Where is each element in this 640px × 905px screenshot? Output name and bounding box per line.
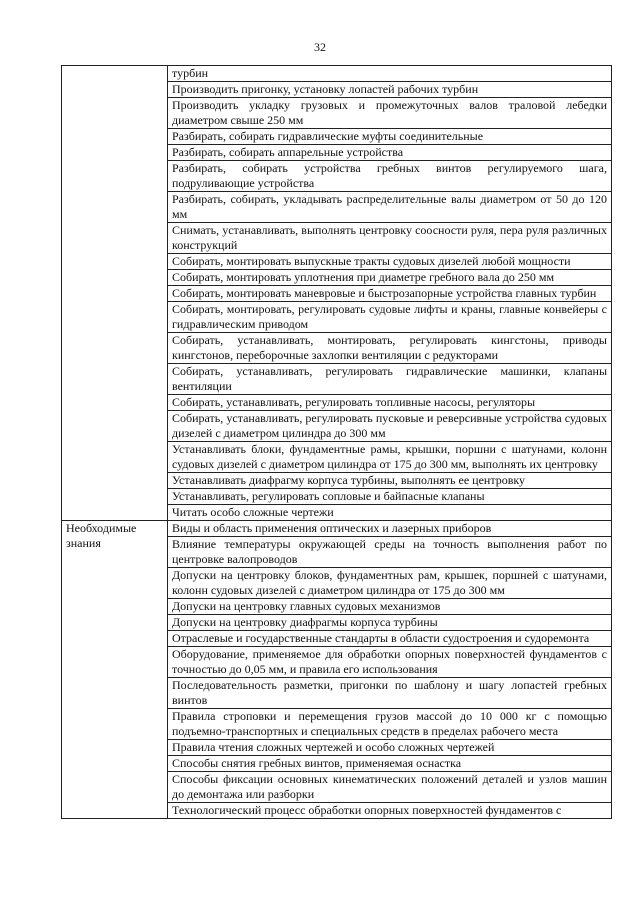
requirement-item: Собирать, устанавливать, регулировать топливные насосы, регуляторы	[168, 395, 612, 411]
requirement-item: Влияние температуры окружающей среды на точность выполнения работ по центровке валопроводов	[168, 537, 612, 568]
requirement-item: Собирать, устанавливать, регулировать гидравлические машинки, клапаны вентиляции	[168, 364, 612, 395]
requirement-item: Виды и область применения оптических и лазерных приборов	[168, 521, 612, 537]
requirement-item: Читать особо сложные чертежи	[168, 505, 612, 521]
requirement-item: Разбирать, собирать, укладывать распределительные валы диаметром от 50 до 120 мм	[168, 192, 612, 223]
requirement-item: Собирать, устанавливать, регулировать пусковые и реверсивные устройства судовых дизелей с диаметром цилиндра до 300 мм	[168, 411, 612, 442]
requirement-item: Допуски на центровку блоков, фундаментных рам, крышек, поршней с шатунами, колонн судовых дизелей с диаметром цилиндра от 175 до 300 мм	[168, 568, 612, 599]
requirement-item: Оборудование, применяемое для обработки опорных поверхностей фундаментов с точностью до 0,05 мм, и правила его использования	[168, 647, 612, 678]
section-label: Необходимые знания	[62, 521, 168, 819]
requirement-item: Способы снятия гребных винтов, применяемая оснастка	[168, 756, 612, 772]
requirement-item: Устанавливать диафрагму корпуса турбины, выполнять ее центровку	[168, 473, 612, 489]
requirement-item: Допуски на центровку диафрагмы корпуса турбины	[168, 615, 612, 631]
table-row	[62, 521, 612, 537]
requirement-item: Правила чтения сложных чертежей и особо сложных чертежей	[168, 740, 612, 756]
requirement-item: Снимать, устанавливать, выполнять центровку соосности руля, пера руля различных конструкций	[168, 223, 612, 254]
requirements-table-body	[62, 66, 612, 819]
requirement-item: Способы фиксации основных кинематических положений деталей и узлов машин до демонтажа или разборки	[168, 772, 612, 803]
requirement-item: Технологический процесс обработки опорных поверхностей фундаментов с	[168, 803, 612, 819]
requirement-item: Допуски на центровку главных судовых механизмов	[168, 599, 612, 615]
requirement-item: Разбирать, собирать аппарельные устройства	[168, 145, 612, 161]
requirement-item: турбин	[168, 66, 612, 82]
requirement-item: Отраслевые и государственные стандарты в области судостроения и судоремонта	[168, 631, 612, 647]
table-row	[62, 66, 612, 82]
requirement-item: Собирать, монтировать маневровые и быстрозапорные устройства главных турбин	[168, 286, 612, 302]
requirement-item: Разбирать, собирать гидравлические муфты соединительные	[168, 129, 612, 145]
requirement-item: Разбирать, собирать устройства гребных винтов регулируемого шага, подруливающие устройства	[168, 161, 612, 192]
requirement-item: Собирать, монтировать выпускные тракты судовых дизелей любой мощности	[168, 254, 612, 270]
requirement-item: Последовательность разметки, пригонки по шаблону и шагу лопастей гребных винтов	[168, 678, 612, 709]
requirement-item: Устанавливать, регулировать сопловые и байпасные клапаны	[168, 489, 612, 505]
requirement-item: Производить укладку грузовых и промежуточных валов траловой лебедки диаметром свыше 250 мм	[168, 98, 612, 129]
requirement-item: Производить пригонку, установку лопастей рабочих турбин	[168, 82, 612, 98]
requirement-item: Собирать, монтировать, регулировать судовые лифты и краны, главные конвейеры с гидравлическим приводом	[168, 302, 612, 333]
requirement-item: Правила строповки и перемещения грузов массой до 10 000 кг с помощью подъемно-транспортных и специальных средств в пределах рабочего места	[168, 709, 612, 740]
requirement-item: Собирать, монтировать уплотнения при диаметре гребного вала до 250 мм	[168, 270, 612, 286]
requirement-item: Устанавливать блоки, фундаментные рамы, крышки, поршни с шатунами, колонн судовых дизелей с диаметром цилиндра от 175 до 300 мм, выполнять их центровку	[168, 442, 612, 473]
section-label	[62, 66, 168, 521]
requirement-item: Собирать, устанавливать, монтировать, регулировать кингстоны, приводы кингстонов, переборочные захлопки вентиляции с редукторами	[168, 333, 612, 364]
requirements-table	[61, 65, 612, 819]
page-number: 32	[314, 40, 326, 54]
